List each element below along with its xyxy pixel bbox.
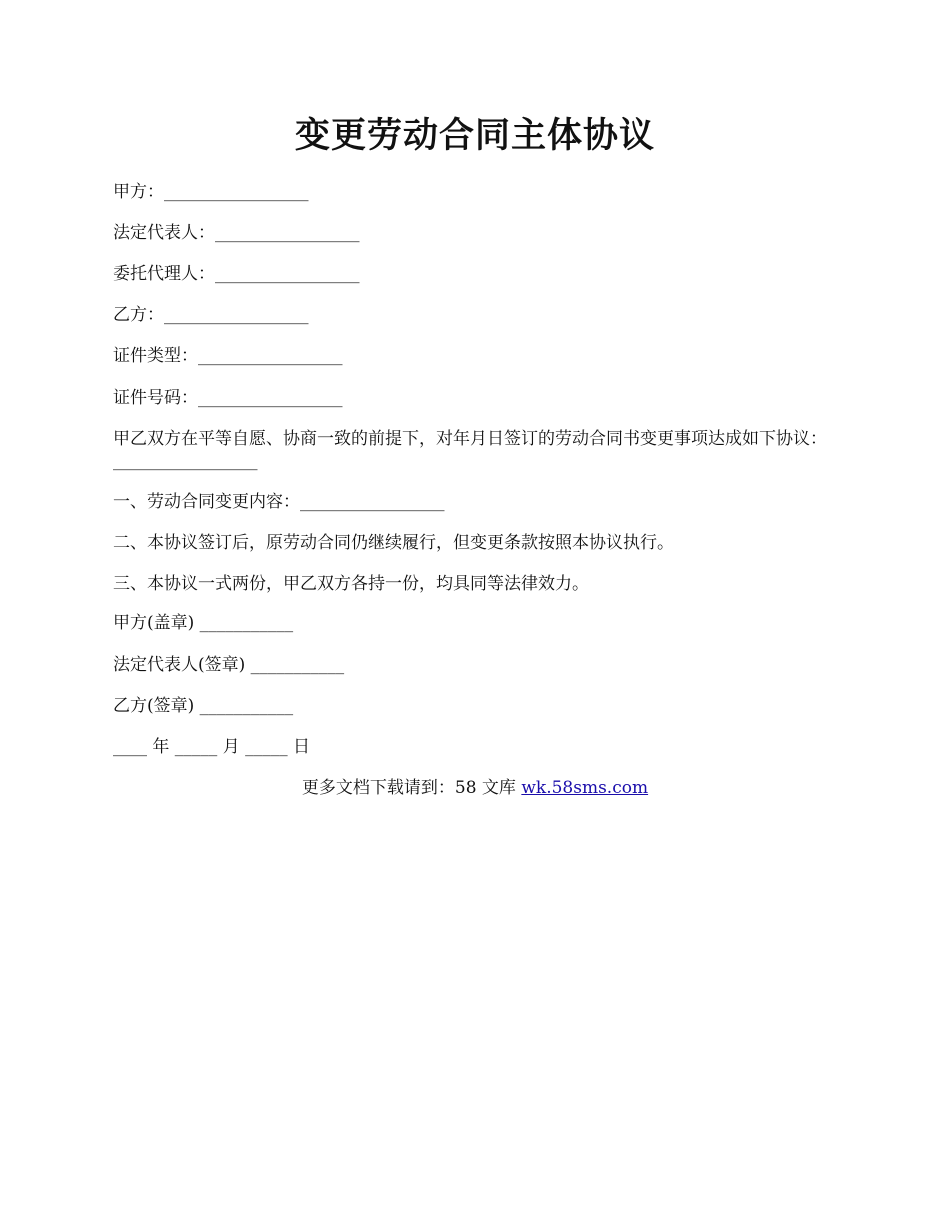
party-a-field: 甲方：_________________ bbox=[113, 182, 309, 202]
clause-one: 一、劳动合同变更内容：_________________ bbox=[113, 492, 445, 512]
date-field: ____ 年 _____ 月 _____ 日 bbox=[113, 737, 311, 757]
document-title: 变更劳动合同主体协议 bbox=[294, 115, 655, 156]
id-type-field: 证件类型：_________________ bbox=[113, 346, 343, 366]
id-number-field: 证件号码：_________________ bbox=[113, 388, 343, 408]
footer-link[interactable]: wk.58sms.com bbox=[521, 778, 649, 798]
clause-three: 三、本协议一式两份，甲乙双方各持一份，均具同等法律效力。 bbox=[113, 574, 589, 594]
clause-two: 二、本协议签订后，原劳动合同仍继续履行，但变更条款按照本协议执行。 bbox=[113, 533, 674, 553]
agreement-preamble: 甲乙双方在平等自愿、协商一致的前提下，对年月日签订的劳动合同书变更事项达成如下协议：_________________ bbox=[113, 429, 827, 471]
party-b-field: 乙方：_________________ bbox=[113, 305, 309, 325]
authorized-agent-field: 委托代理人：_________________ bbox=[113, 264, 360, 284]
footer-text: 更多文档下载请到：58 文库 bbox=[301, 778, 522, 798]
footer bbox=[0, 777, 950, 799]
legal-representative-signature-field: 法定代表人(签章) ___________ bbox=[113, 655, 345, 675]
legal-representative-field: 法定代表人：_________________ bbox=[113, 223, 360, 243]
party-b-signature-field: 乙方(签章) ___________ bbox=[113, 696, 294, 716]
party-a-seal-field: 甲方(盖章) ___________ bbox=[113, 613, 294, 633]
